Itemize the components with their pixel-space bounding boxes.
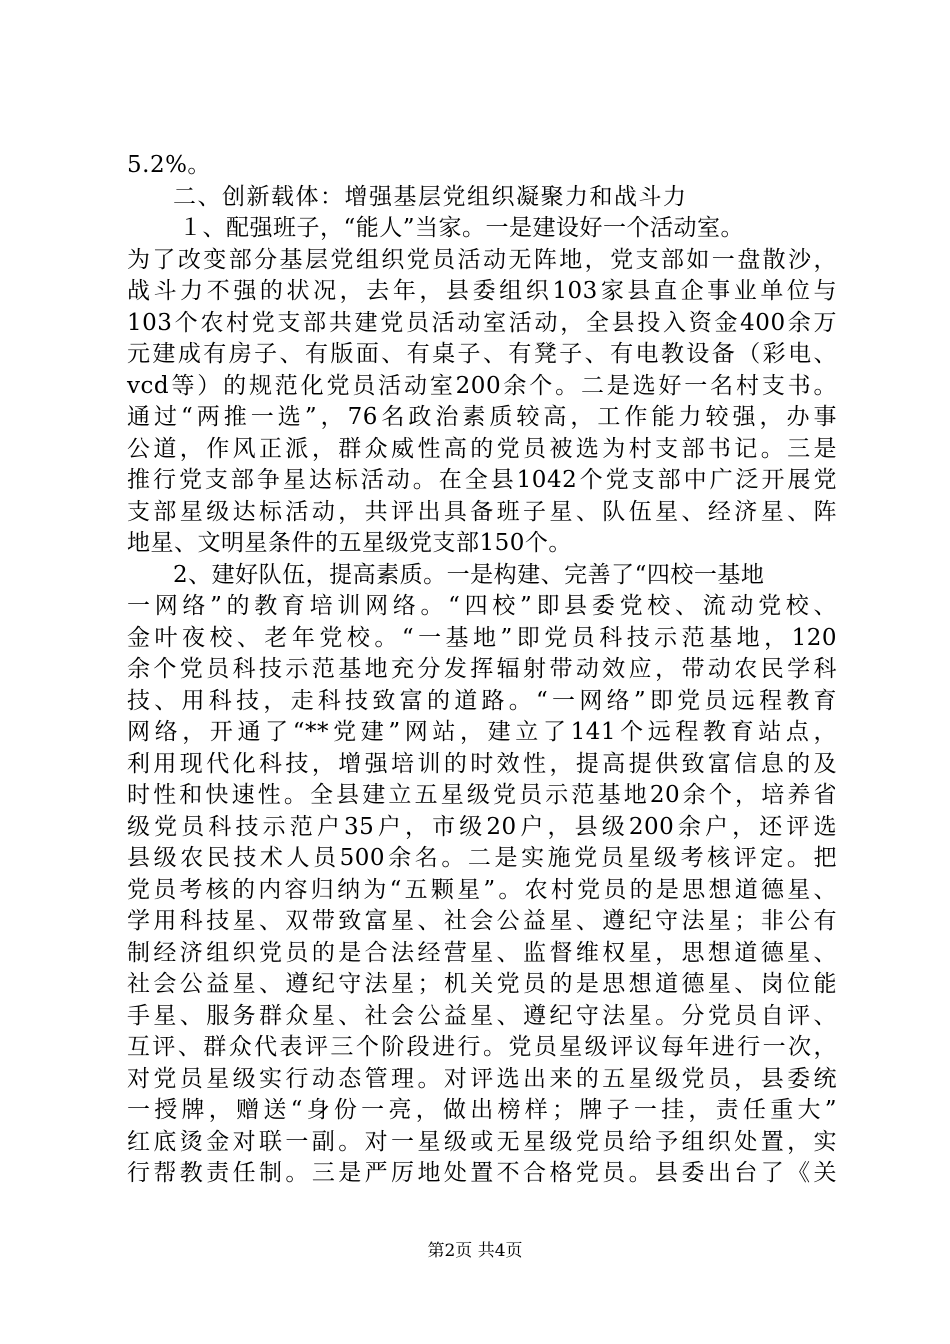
text-line: 地星、文明星条件的五星级党支部150个。 [127,530,572,556]
text-line: 利用现代化科技，增强培训的时效性，提高提供致富信息的及 [127,750,837,777]
text-line: 制经济组织党员的是合法经营星、监督维权星，思想道德星、 [127,939,837,966]
section-heading: 二、创新载体：增强基层党组织凝聚力和战斗力 [173,183,688,210]
text-line: 战斗力不强的状况，去年，县委组织103家县直企事业单位与 [127,278,837,304]
text-line: 5.2%。 [127,152,211,178]
text-line: 2、建好队伍，提高素质。一是构建、完善了“四校一基地 [173,561,765,588]
text-line: 通过“两推一选”，76名政治素质较高，工作能力较强，办事 [127,404,837,430]
text-line: 支部星级达标活动，共评出具备班子星、队伍星、经济星、阵 [127,498,837,525]
text-line: 手星、服务群众星、社会公益星、遵纪守法星。分党员自评、 [127,1002,837,1029]
text-line: 元建成有房子、有版面、有桌子、有凳子、有电教设备（彩电、 [127,341,837,367]
page-footer: 第2页 共4页 [427,1241,523,1261]
text-line: 一网络”的教育培训网络。“四校”即县委党校、流动党校、 [127,593,837,619]
text-line: 金叶夜校、老年党校。“一基地”即党员科技示范基地，120 [127,624,837,651]
text-line: 技、用科技，走科技致富的道路。“一网络”即党员远程教育 [127,687,837,714]
text-line: 103个农村党支部共建党员活动室活动，全县投入资金400余万 [127,309,837,336]
text-line: 县级农民技术人员500余名。二是实施党员星级考核评定。把 [127,845,837,871]
text-line: 为了改变部分基层党组织党员活动无阵地，党支部如一盘散沙， [127,246,837,273]
text-line: 公道，作风正派，群众威性高的党员被选为村支部书记。三是 [127,435,837,462]
text-line: 行帮教责任制。三是严厉地处置不合格党员。县委出台了《关 [127,1160,837,1186]
text-line: 级党员科技示范户35户，市级20户，县级200余户，还评选 [127,813,837,840]
text-line: 社会公益星、遵纪守法星；机关党员的是思想道德星、岗位能 [127,971,837,997]
text-line: 互评、群众代表评三个阶段进行。党员星级评议每年进行一次， [127,1034,837,1060]
text-line: vcd等）的规范化党员活动室200余个。二是选好一名村支书。 [127,372,837,399]
text-line: 时性和快速性。全县建立五星级党员示范基地20余个，培养省 [127,782,837,808]
text-line: 党员考核的内容归纳为“五颗星”。农村党员的是思想道德星、 [127,876,837,903]
text-line: 学用科技星、双带致富星、社会公益星、遵纪守法星；非公有 [127,908,837,934]
text-line: 推行党支部争星达标活动。在全县1042个党支部中广泛开展党 [127,467,837,493]
text-line: １、配强班子，“能人”当家。一是建设好一个活动室。 [179,215,745,241]
body-text [127,150,837,1190]
text-line: 红底烫金对联一副。对一星级或无星级党员给予组织处置，实 [127,1128,837,1155]
text-line: 对党员星级实行动态管理。对评选出来的五星级党员，县委统 [127,1065,837,1092]
text-line: 网络，开通了“**党建”网站，建立了141个远程教育站点， [127,719,837,745]
text-line: 一授牌，赠送“身份一亮，做出榜样；牌子一挂，责任重大” [127,1097,837,1123]
text-line: 余个党员科技示范基地充分发挥辐射带动效应，带动农民学科 [127,656,837,682]
